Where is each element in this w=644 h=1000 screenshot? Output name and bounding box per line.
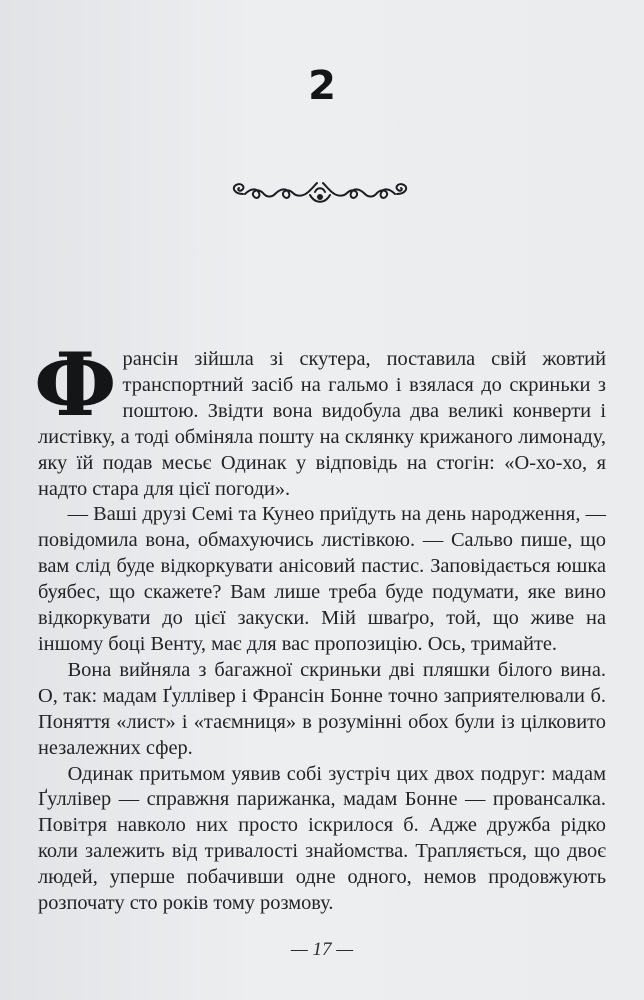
paragraph: — Ваші друзі Семі та Кунео приїдуть на день народження, — повідомила вона, обмахуючись листівкою. — Сальво пише, що вам слід буде відкоркувати анісовий пастис. Заповідається юшка буябес, що скажете? Вам лише треба буде подумати, яке вино відкоркувати до цієї закуски. Мій шваґро, той, що живе на іншому боці Венту, має для вас пропозицію. Ось, тримайте. bbox=[38, 503, 606, 655]
flourish-ornament-icon bbox=[225, 178, 415, 208]
paragraph-text: рансін зійшла зі скутера, поставила свій жовтий транспортний засіб на гальмо і взялася до скриньки з поштою. Звідти вона видобула два великі конверти і листівку, а тоді обміняла пошту на склянку крижаного лимонаду, яку їй подав месьє Одинак у відповідь на стогін: «О-хо-хо, я надто стара для цієї погоди». bbox=[38, 348, 606, 500]
chapter-body bbox=[34, 333, 606, 917]
paragraph: Одинак притьмом уявив собі зустріч цих двох подруг: мадам Ґуллівер — справжня парижанка, мадам Бонне — провансалка. Повітря навколо них просто іскрилося б. Адже дружба рідко коли залежить від тривалості знайомства. Трапляється, що двоє людей, уперше побачивши одне одного, немов продовжують розпочату сто років тому розмову. bbox=[38, 762, 606, 915]
paragraph bbox=[34, 333, 606, 502]
drop-cap: Ф bbox=[34, 333, 117, 436]
paragraph: Вона вийняла з багажної скриньки дві пляшки білого вина. О, так: мадам Ґуллівер і Франсін Бонне точно заприятелювали б. Поняття «лист» і «таємниця» в розумінні обох були із цілковито незалежних сфер. bbox=[38, 658, 606, 759]
page-number: — 17 — bbox=[290, 939, 354, 960]
chapter-number: 2 bbox=[308, 63, 336, 109]
